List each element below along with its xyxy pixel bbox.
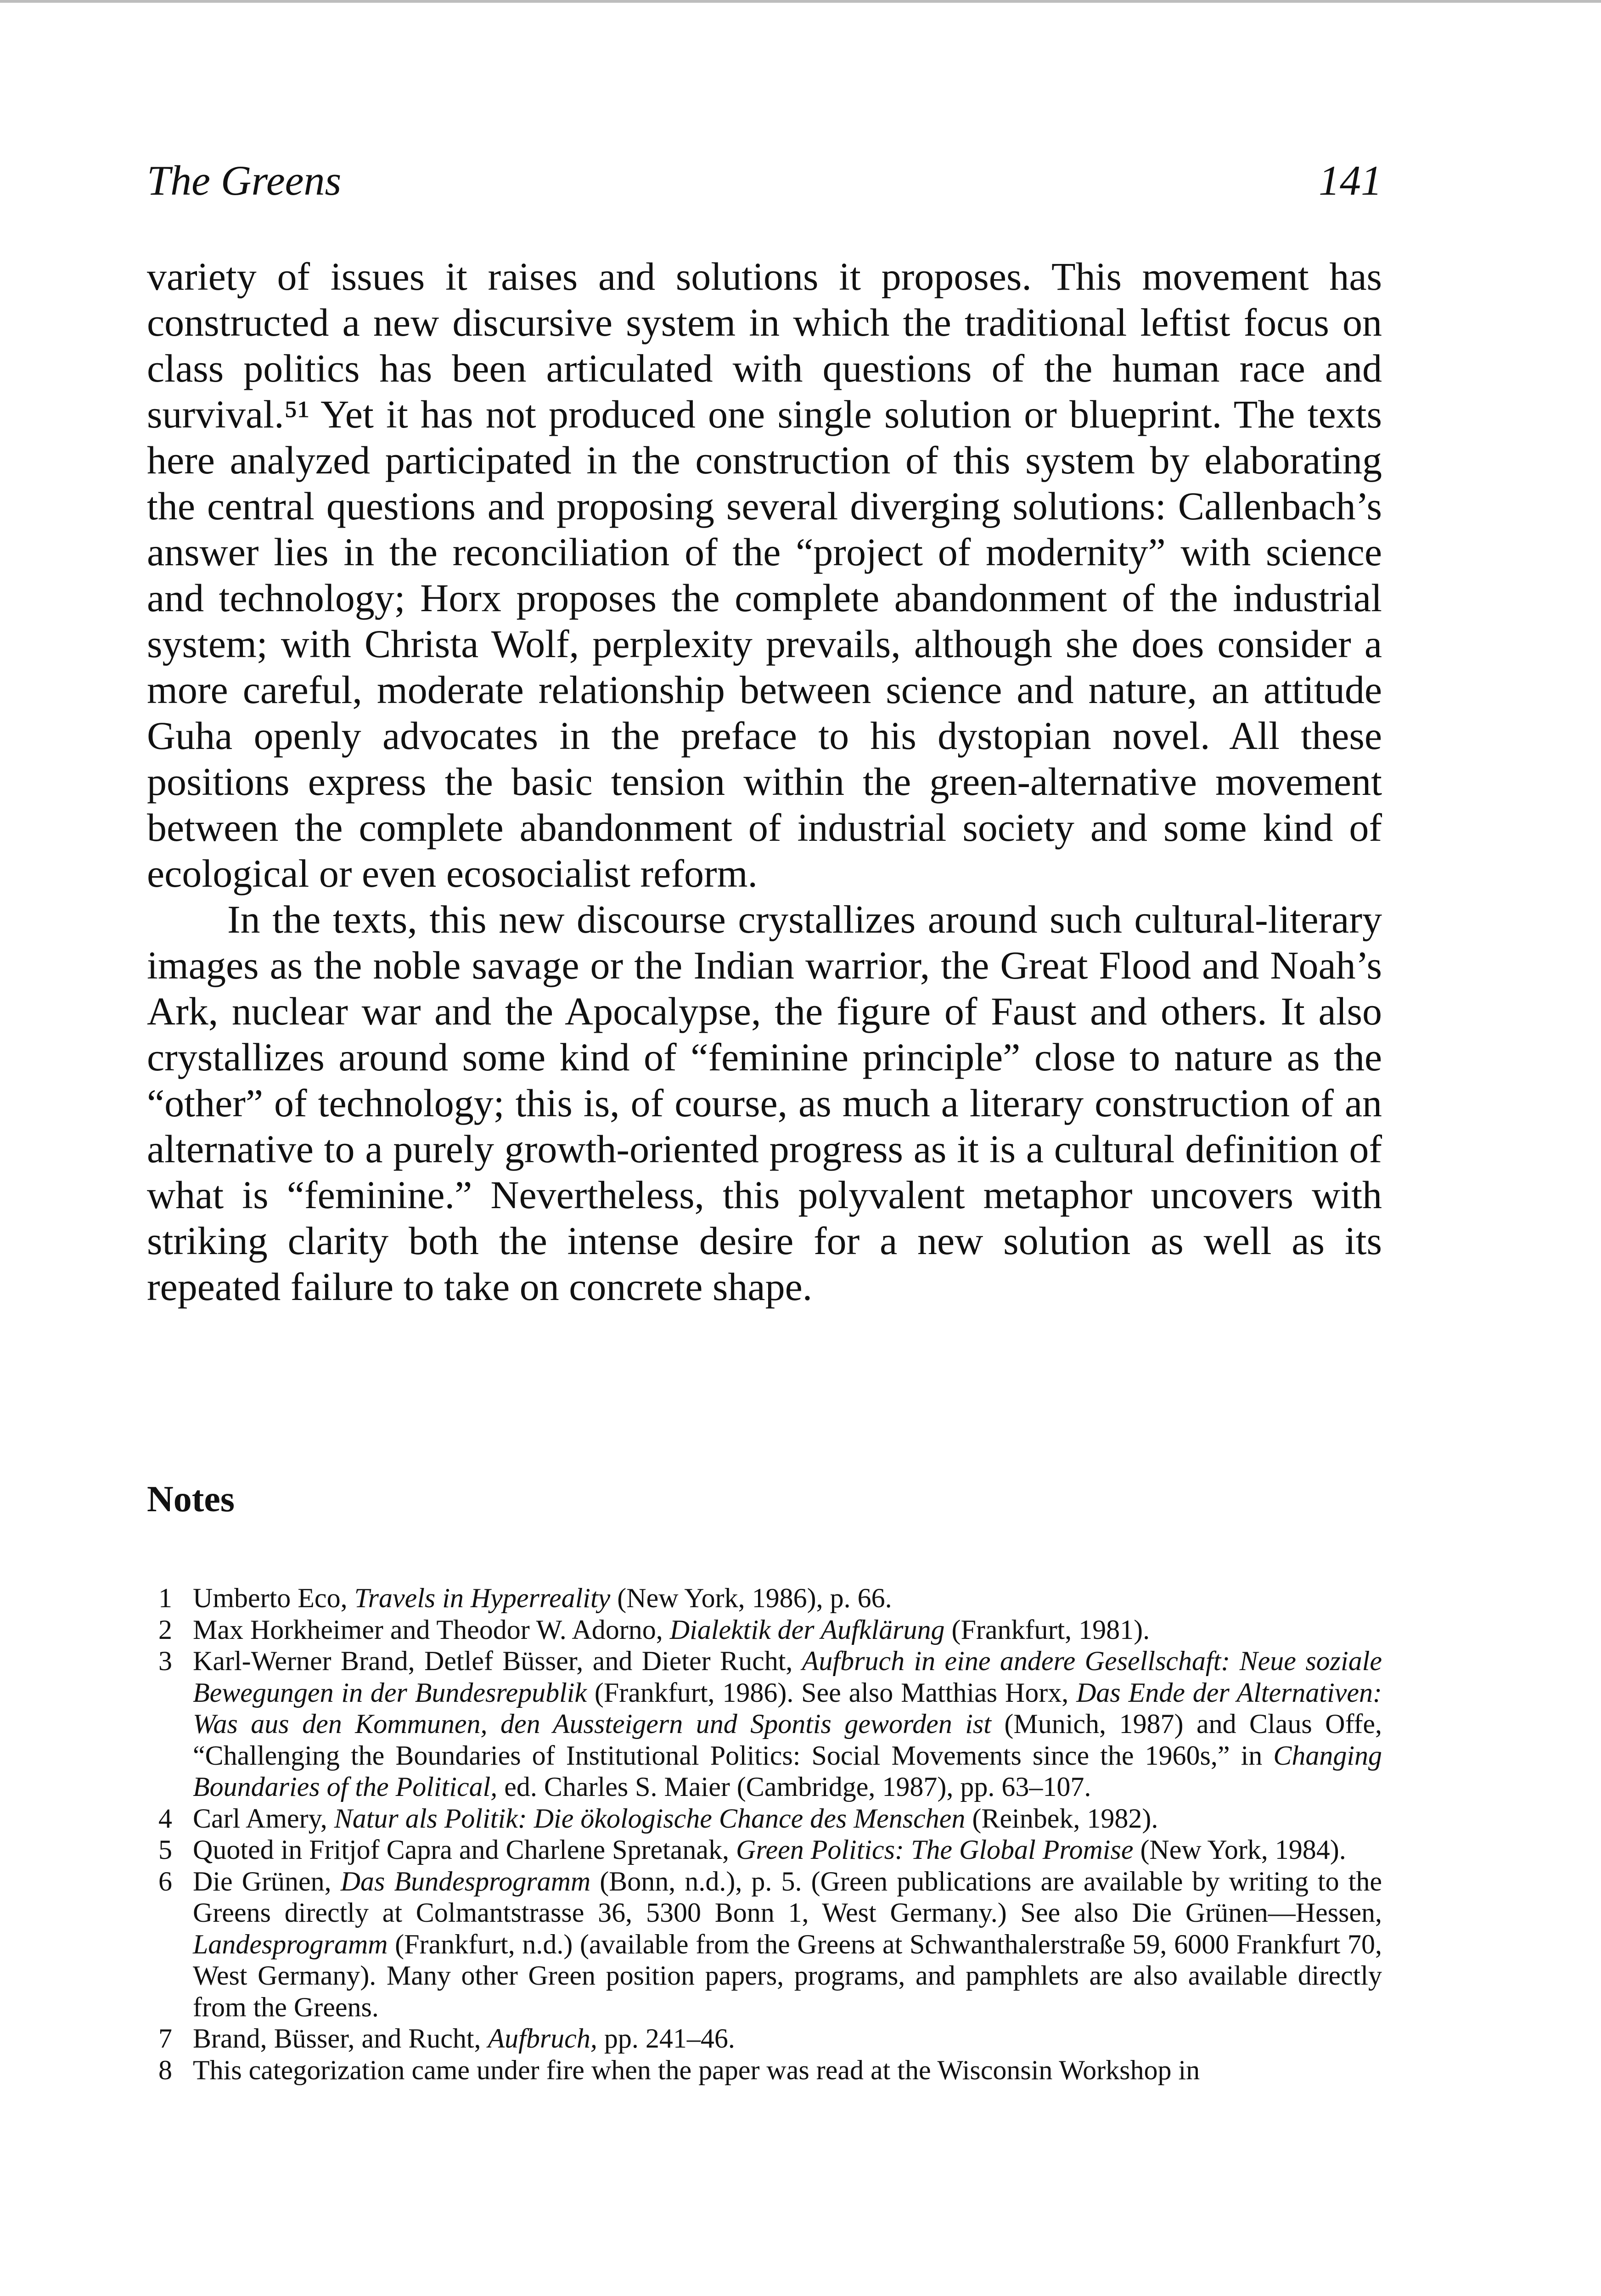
note-number: 4 bbox=[158, 1803, 172, 1834]
note-segment: Karl-Werner Brand, Detlef Büsser, and Dieter Rucht, bbox=[193, 1646, 802, 1676]
note-segment: (Munich, 1987) and Claus Offe, “Challenging the Boundaries of Institutional Politics: Social Movements since the 1960s,” in bbox=[193, 1709, 1382, 1771]
note-item bbox=[147, 1645, 1382, 1803]
note-segment: pp. 241–46. bbox=[597, 2023, 735, 2054]
note-text bbox=[193, 2055, 1200, 2085]
note-segment: Brand, Büsser, and Rucht, bbox=[193, 2023, 488, 2054]
note-text bbox=[193, 2023, 735, 2054]
note-text bbox=[193, 1646, 1382, 1802]
note-title-italic: Dialektik der Aufklärung bbox=[669, 1614, 945, 1645]
note-title-italic: Changing Boundaries of the Political, bbox=[193, 1740, 1382, 1802]
note-text bbox=[193, 1835, 1346, 1865]
note-item bbox=[147, 1834, 1382, 1866]
note-text bbox=[193, 1615, 1150, 1645]
note-number: 2 bbox=[158, 1614, 172, 1645]
note-text bbox=[193, 1803, 1158, 1834]
note-segment: (New York, 1986), p. 66. bbox=[610, 1583, 892, 1613]
paragraph: variety of issues it raises and solutions it proposes. This movement has constructed a new discursive system in which the traditional leftist focus on class politics has been articulated with questions of the human race and survival.⁵¹ Yet it has not produced one single solution or blueprint. The texts here analyzed participated in the construction of this system by elaborating the central questions and proposing several diverging solutions: Callenbach’s answer lies in the reconciliation of the “project of modernity” with science and technology; Horx proposes the complete abandonment of the industrial system; with Christa Wolf, perplexity prevails, although she does consider a more careful, moderate relationship between science and nature, an attitude Guha openly advocates in the preface to his dystopian novel. All these positions express the basic tension within the green-alternative movement between the complete abandonment of industrial society and some kind of ecological or even ecosocialist reform. bbox=[147, 254, 1382, 895]
note-title-italic: Natur als Politik: Die ökologische Chance des Menschen bbox=[334, 1803, 966, 1834]
top-border bbox=[0, 0, 1601, 3]
note-item bbox=[147, 1866, 1382, 2023]
note-title-italic: Aufbruch, bbox=[488, 2023, 597, 2054]
note-title-italic: Aufbruch in eine andere Gesellschaft: Neue soziale Bewegungen in der Bundesrepublik bbox=[193, 1646, 1382, 1708]
body-text bbox=[147, 253, 1382, 1310]
note-segment: (Frankfurt, n.d.) (available from the Greens at Schwanthalerstraße 59, 6000 Frankfurt 70, West Germany). Many other Green position papers, programs, and pamphlets are also available directly from the Greens. bbox=[193, 1929, 1382, 2022]
note-number: 7 bbox=[158, 2023, 172, 2054]
note-segment: (Frankfurt, 1986). See also Matthias Horx, bbox=[587, 1677, 1077, 1708]
note-title-italic: Landesprogramm bbox=[193, 1929, 388, 1959]
note-segment: (Bonn, n.d.), p. 5. (Green publications are available by writing to the Greens directly at Colmantstrasse 36, 5300 Bonn 1, West Germany.) See also Die Grünen—Hessen, bbox=[193, 1866, 1382, 1928]
note-item bbox=[147, 2054, 1382, 2086]
note-number: 6 bbox=[158, 1866, 172, 1896]
note-item bbox=[147, 2023, 1382, 2054]
note-item bbox=[147, 1803, 1382, 1835]
note-segment: ed. Charles S. Maier (Cambridge, 1987), pp. 63–107. bbox=[497, 1772, 1091, 1802]
note-segment: (Frankfurt, 1981). bbox=[944, 1614, 1150, 1645]
note-number: 8 bbox=[158, 2054, 172, 2085]
note-item bbox=[147, 1582, 1382, 1614]
paragraph: In the texts, this new discourse crystallizes around such cultural-literary images as the noble savage or the Indian warrior, the Great Flood and Noah’s Ark, nuclear war and the Apocalypse, the figure of Faust and others. It also crystallizes around some kind of “feminine principle” close to nature as the “other” of technology; this is, of course, as much a literary construction of an alternative to a purely growth-oriented progress as it is a cultural definition of what is “feminine.” Nevertheless, this polyvalent metaphor uncovers with striking clarity both the intense desire for a new solution as well as its repeated failure to take on concrete shape. bbox=[147, 897, 1382, 1309]
note-number: 5 bbox=[158, 1835, 172, 1865]
notes-list bbox=[147, 1582, 1382, 2086]
note-segment: Carl Amery, bbox=[193, 1803, 334, 1834]
note-segment: Max Horkheimer and Theodor W. Adorno, bbox=[193, 1614, 670, 1645]
note-segment: (New York, 1984). bbox=[1133, 1835, 1346, 1865]
note-segment: Umberto Eco, bbox=[193, 1583, 354, 1613]
note-text bbox=[193, 1583, 892, 1613]
note-item bbox=[147, 1614, 1382, 1646]
note-segment: (Reinbek, 1982). bbox=[965, 1803, 1158, 1834]
notes-heading: Notes bbox=[147, 1479, 235, 1519]
note-title-italic: Das Ende der Alternativen: Was aus den Kommunen, den Aussteigern und Spontis geworden ist bbox=[193, 1677, 1382, 1739]
note-number: 1 bbox=[158, 1583, 172, 1613]
note-title-italic: Das Bundesprogramm bbox=[340, 1866, 591, 1896]
note-title-italic: Travels in Hyperreality bbox=[354, 1583, 611, 1613]
page-header bbox=[147, 156, 1382, 225]
note-title-italic: Green Politics: The Global Promise bbox=[736, 1835, 1134, 1865]
note-text bbox=[193, 1866, 1382, 2022]
note-segment: Quoted in Fritjof Capra and Charlene Spretanak, bbox=[193, 1835, 736, 1865]
note-segment: Die Grünen, bbox=[193, 1866, 341, 1896]
note-number: 3 bbox=[158, 1646, 172, 1676]
page-number: 141 bbox=[1319, 157, 1382, 204]
notes-section bbox=[147, 1479, 1382, 2086]
running-head: The Greens bbox=[147, 157, 342, 204]
note-segment: This categorization came under fire when the paper was read at the Wisconsin Workshop in bbox=[193, 2054, 1200, 2085]
